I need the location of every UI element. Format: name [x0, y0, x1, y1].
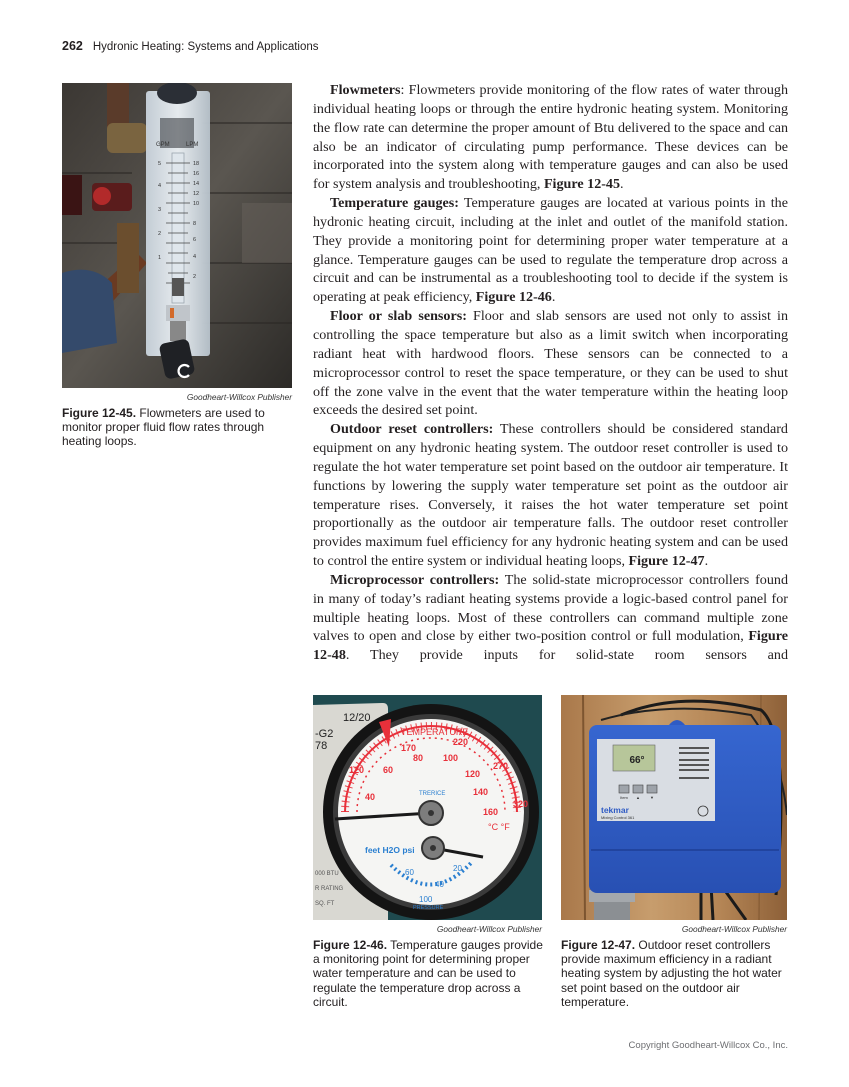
flowmeter-photo-illustration [62, 83, 292, 388]
controller-display: 66° [629, 755, 645, 766]
label-num: 78 [315, 740, 328, 752]
figure-12-47-label: Figure 12-47. [561, 938, 636, 952]
svg-text:160: 160 [483, 807, 499, 817]
gpm-label: GPM [156, 142, 170, 148]
paragraph-text: Floor and slab sensors are used not only to assist in controlling the space temperature but also as a limit switch when incorporating radiant heat with hardwood floors. These sensors can be connected to a microprocessor control to reset the space temperature, or they can be used to shut off the zone valve in the event that the water temperature within the heating loop exceeds the desired set point. [313, 308, 788, 419]
button-label-down: ▼ [650, 795, 654, 800]
controller-brand: tekmar [601, 805, 629, 815]
svg-text:120: 120 [349, 765, 365, 775]
paragraph-microprocessor [313, 571, 788, 665]
paragraph-flowmeters [313, 81, 788, 194]
svg-text:270: 270 [493, 761, 509, 771]
figure-ref-12-47: Figure 12-47 [628, 553, 705, 570]
svg-text:120: 120 [465, 769, 481, 779]
term-flowmeters: Flowmeters [330, 82, 401, 98]
svg-text:4: 4 [158, 183, 162, 189]
figure-12-46-credit: Goodheart-Willcox Publisher [436, 924, 542, 934]
figure-12-47-caption [561, 938, 789, 1009]
figure-12-45-caption [62, 406, 287, 449]
svg-text:40: 40 [365, 792, 376, 802]
svg-text:5: 5 [158, 161, 162, 167]
svg-text:18: 18 [193, 161, 200, 167]
figure-12-47-credit: Goodheart-Willcox Publisher [681, 924, 787, 934]
paragraph-tail: . [704, 553, 709, 570]
term-suffix: : [400, 82, 405, 98]
svg-text:100: 100 [419, 895, 433, 904]
paragraph-floor-slab-sensors [313, 307, 788, 420]
paragraph-text: The solid-state microprocessor controllers found in many of today’s radiant heating systems provide a logic-based control panel for multiple heating loops. Most of these controllers can command multiple zone valves to open and close by either two-position control or full modulation, [313, 571, 788, 645]
svg-text:TRERICE: TRERICE [419, 791, 446, 797]
figure-12-45-photo [62, 83, 292, 388]
svg-text:16: 16 [193, 171, 200, 177]
svg-text:000 BTU: 000 BTU [315, 871, 339, 877]
reset-controller-photo-illustration [561, 695, 787, 920]
temperature-gauge-photo-illustration [313, 695, 542, 920]
svg-text:R RATING: R RATING [315, 886, 344, 892]
paragraph-tail: . [551, 289, 556, 306]
gauge-pressure-units: feet H2O psi [365, 845, 415, 855]
figure-ref-12-48: Figure 12-48 [313, 628, 788, 664]
copyright-notice: Copyright Goodheart-Willcox Co., Inc. [628, 1040, 788, 1051]
figure-ref-12-46: Figure 12-46 [475, 289, 552, 306]
svg-text:20: 20 [453, 864, 462, 873]
figure-12-45-caption-text: Flowmeters are used to monitor proper fluid flow rates through heating loops. [62, 406, 265, 449]
svg-text:2: 2 [193, 274, 197, 280]
figure-12-47-caption-text: Outdoor reset controllers provide maximum efficiency in a radiant heating system by adjusting the hot water set point based on the outdoor air temperature. [561, 938, 782, 1009]
svg-text:40: 40 [435, 880, 444, 889]
figure-12-46-photo [313, 695, 542, 920]
svg-text:6: 6 [193, 237, 197, 243]
figure-ref-12-45: Figure 12-45 [543, 176, 621, 193]
controller-model: Mixing Control 361 [601, 815, 635, 820]
svg-text:4: 4 [193, 254, 197, 260]
figure-12-45-credit: Goodheart-Willcox Publisher [186, 392, 292, 402]
svg-text:3: 3 [158, 207, 162, 213]
button-label-up: ▲ [636, 795, 640, 800]
svg-text:170: 170 [401, 743, 417, 753]
figure-12-45-label: Figure 12-45. [62, 406, 137, 420]
label-model: -G2 [315, 728, 334, 740]
paragraph-outdoor-reset [313, 420, 788, 571]
svg-text:1: 1 [158, 255, 162, 261]
gauge-temp-label: TEMPERATURE [401, 727, 469, 737]
svg-text:60: 60 [383, 765, 394, 775]
term-outdoor-reset: Outdoor reset controllers: [330, 421, 494, 438]
svg-text:100: 100 [443, 753, 459, 763]
svg-text:10: 10 [193, 201, 200, 207]
svg-text:60: 60 [405, 868, 414, 877]
term-microprocessor: Microprocessor controllers: [330, 571, 500, 588]
svg-text:220: 220 [453, 737, 469, 747]
page-number: 262 [62, 39, 83, 53]
gauge-temp-units: °C °F [488, 822, 510, 832]
figure-12-46-label: Figure 12-46. [313, 938, 388, 952]
svg-text:SQ. FT: SQ. FT [315, 901, 335, 907]
svg-text:80: 80 [413, 753, 424, 763]
paragraph-text: Flowmeters provide monitoring of the flow rates of water through individual heating loops or through the entire hydronic heating system. Monitoring the flow rate can determine the proper amount of Btu delivered to the space and can also be an indicator of circulating pump performance. These devices can be incorporated into the system along with temperature gauges and can also be used for system analysis and troubleshooting, [313, 82, 788, 193]
svg-text:320: 320 [513, 799, 529, 809]
svg-text:14: 14 [193, 181, 200, 187]
book-title: Hydronic Heating: Systems and Applications [92, 41, 319, 53]
figure-12-46-caption-text: Temperature gauges provide a monitoring point for determining proper water temperature and can be used to regulate the temperature drop across a circuit. [313, 938, 543, 1009]
figure-12-47-photo [561, 695, 787, 920]
paragraph-tail: . [620, 176, 624, 193]
gauge-pressure-label: PRESSURE [413, 905, 444, 911]
body-text [313, 81, 788, 665]
paragraph-temperature-gauges [313, 194, 788, 307]
svg-text:8: 8 [193, 221, 197, 227]
figure-12-46-caption [313, 938, 545, 1009]
paragraph-text: Temperature gauges are located at various points in the hydronic heating circuit, including at the inlet and outlet of the manifold station. They provide a monitoring point for determining proper water temperature at a glance. Temperature gauges can be used to regulate the temperature drop across a circuit and can be instrumental as a troubleshooting tool to decide if the system is operating at peak efficiency, [313, 195, 788, 306]
running-head [62, 39, 319, 53]
term-floor-slab-sensors: Floor or slab sensors: [330, 308, 467, 325]
svg-text:140: 140 [473, 787, 489, 797]
lpm-label: LPM [186, 142, 199, 148]
term-temperature-gauges: Temperature gauges: [330, 195, 459, 212]
label-date: 12/20 [343, 712, 371, 724]
svg-text:12: 12 [193, 191, 200, 197]
paragraph-text: These controllers should be considered standard equipment on any hydronic heating system. The outdoor reset controller is used to regulate the hot water temperature set point based on the outdoor air temperature. It functions by lowering the supply water temperature set point as the outdoor air temperature rises. Conversely, it raises the hot water temperature set point proportionally as the outdoor air temperature falls. The outdoor reset controller provides maximum fuel efficiency for any hydronic heating system and can be used to control the entire system or individual heating loops, [313, 421, 788, 570]
paragraph-tail: . They provide inputs for solid-state room sensors and [345, 647, 788, 664]
svg-text:2: 2 [158, 231, 162, 237]
button-label-item: Item [620, 795, 628, 800]
